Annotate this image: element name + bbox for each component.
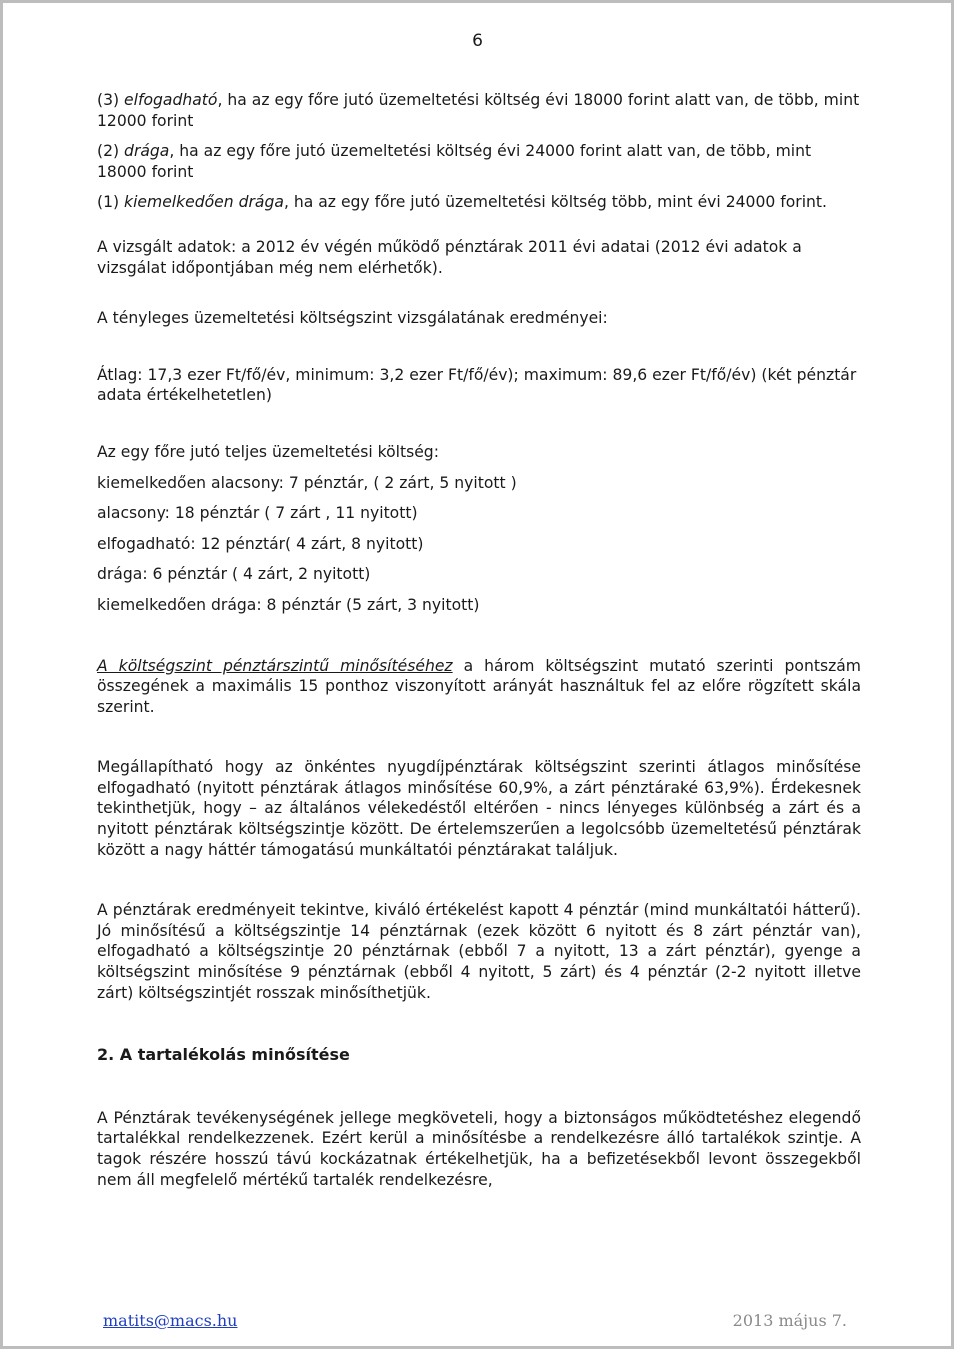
page-number: 6 bbox=[472, 31, 483, 51]
criterion-acceptable: (3) elfogadható, ha az egy főre jutó üzemeltetési költség évi 18000 forint alatt van, de több, mint 12000 forint bbox=[97, 91, 860, 130]
footer-date: 2013 május 7. bbox=[732, 1311, 847, 1330]
category-item: alacsony: 18 pénztár ( 7 zárt , 11 nyitott) bbox=[97, 504, 418, 523]
criterion-term: drága bbox=[124, 142, 170, 161]
results-title: A tényleges üzemeltetési költségszint vizsgálatának eredményei: bbox=[97, 309, 608, 328]
criterion-term: kiemelkedően drága bbox=[124, 193, 284, 212]
method-term: A költségszint pénztárszintű minősítéséhez bbox=[97, 656, 453, 675]
method-paragraph: A költségszint pénztárszintű minősítéséhez a három költségszint mutató szerinti pontszám összegének a maximális 15 ponthoz viszonyított arányát használtuk fel az előre rögzített skála szerint. bbox=[97, 656, 861, 716]
finding-paragraph: Megállapítható hogy az önkéntes nyugdíjpénztárak költségszint szerinti átlagos minősítése elfogadható (nyitott pénztárak átlagos minősítése 60,9%, a zárt pénztáraké 63,9%). Érdekesnek tekinthetjük, hogy – az általános vélekedéstől eltérően - nincs lényeges különbség a zárt és a nyitott pénztárak költségszintje között. De értelemszerűen a legolcsóbb üzemeltetésű pénztárak között a nagy háttér támogatású munkáltatói pénztárakat találjuk. bbox=[97, 758, 861, 859]
page-content bbox=[97, 90, 861, 1190]
per-capita-title: Az egy főre jutó teljes üzemeltetési költség: bbox=[97, 442, 439, 461]
evaluation-paragraph: A pénztárak eredményeit tekintve, kiváló értékelést kapott 4 pénztár (mind munkáltatói hátterű). Jó minősítésű a költségszintje 14 pénztárnak (ezek között 6 nyitott és 8 zárt pénztár van), elfogadható a költségszintje 20 pénztárnak (ebből 7 a nyitott, 13 a zárt pénztár), gyenge a költségszint minősítése 9 pénztárnak (ebből 4 nyitott, 5 zárt) és 4 pénztár (2-2 nyitott illetve zárt) költségszintjét rosszak minősíthetjük. bbox=[97, 901, 861, 1002]
section-heading: 2. A tartalékolás minősítése bbox=[97, 1045, 350, 1065]
email-link[interactable]: matits@macs.hu bbox=[103, 1311, 238, 1330]
average-line: Átlag: 17,3 ezer Ft/fő/év, minimum: 3,2 ezer Ft/fő/év); maximum: 89,6 ezer Ft/fő/év) (két pénztár adata értékelhetetlen) bbox=[97, 365, 857, 405]
category-item: kiemelkedően drága: 8 pénztár (5 zárt, 3 nyitott) bbox=[97, 595, 480, 614]
criterion-term: elfogadható bbox=[124, 91, 218, 109]
criterion-very-expensive: (1) kiemelkedően drága, ha az egy főre jutó üzemeltetési költség több, mint évi 24000 forint. bbox=[97, 193, 827, 212]
data-note: A vizsgált adatok: a 2012 év végén működő pénztárak 2011 évi adatai (2012 évi adatok a vizsgálat időpontjában még nem elérhetők). bbox=[97, 237, 802, 277]
section-paragraph: A Pénztárak tevékenységének jellege megköveteli, hogy a biztonságos működtetéshez elegendő tartalékkal rendelkezzenek. Ezért kerül a minősítésbe a rendelkezésre álló tartalékok szintje. A tagok részére hosszú távú kockázatnak értékelhetjük, ha a befizetésekből levont összegekből nem áll megfelelő mértékű tartalék rendelkezésre, bbox=[97, 1108, 861, 1189]
category-item: kiemelkedően alacsony: 7 pénztár, ( 2 zárt, 5 nyitott ) bbox=[97, 473, 517, 492]
criterion-expensive: (2) drága, ha az egy főre jutó üzemeltetési költség évi 24000 forint alatt van, de több, mint 18000 forint bbox=[97, 142, 812, 181]
category-item: drága: 6 pénztár ( 4 zárt, 2 nyitott) bbox=[97, 565, 371, 584]
category-item: elfogadható: 12 pénztár( 4 zárt, 8 nyitott) bbox=[97, 534, 424, 553]
